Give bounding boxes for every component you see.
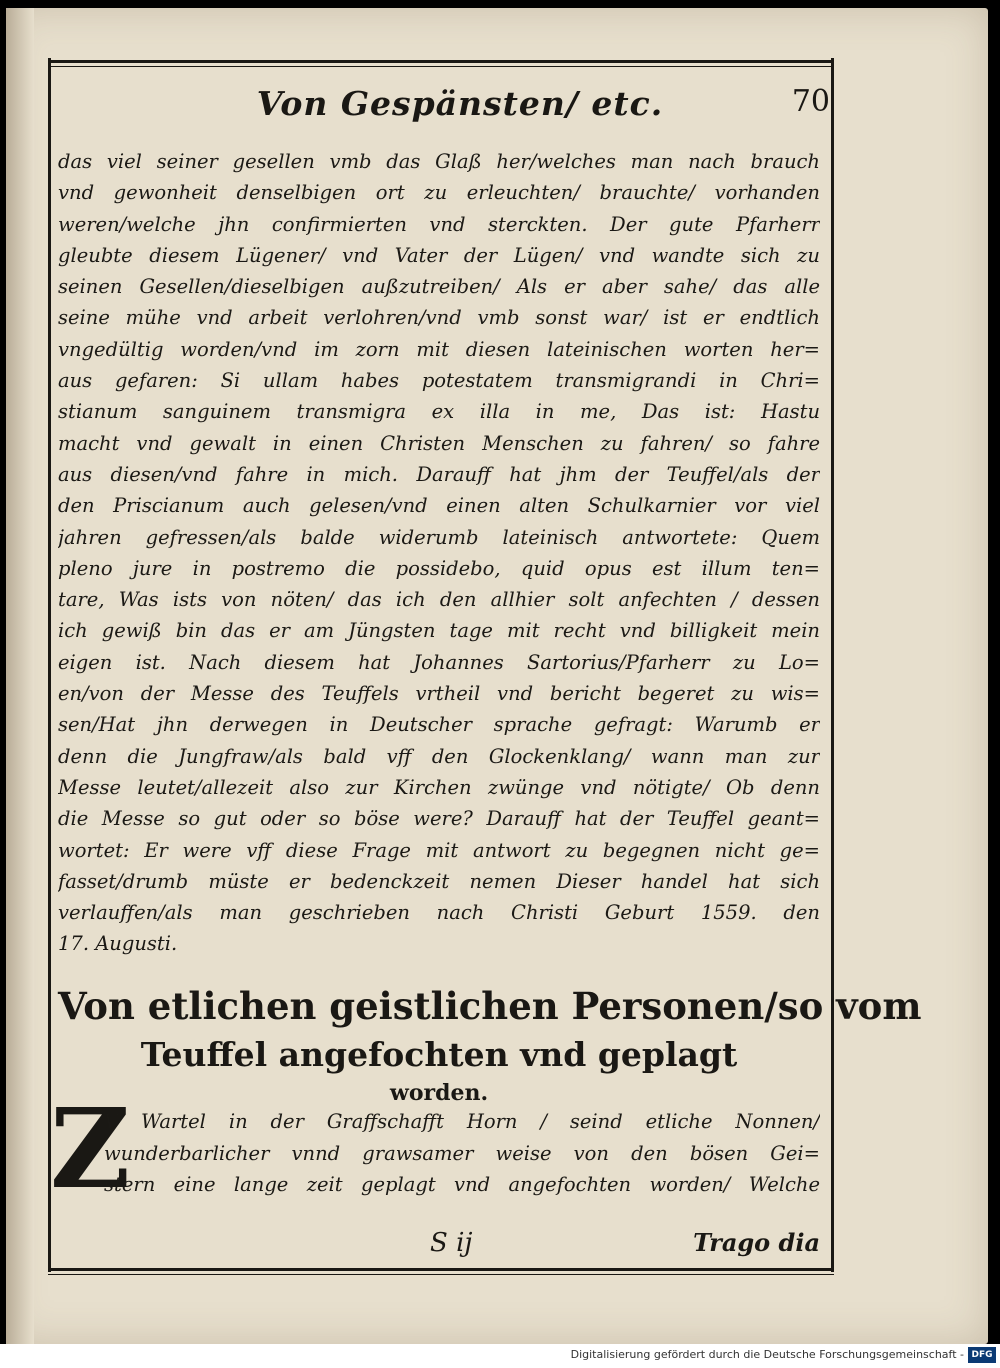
- body-line: tare, Was ists von nöten/ das ich den allhier solt anfechten / dessen: [58, 588, 820, 612]
- body-line: V Wartel in der Graffschafft Horn / seind etliche Nonnen/: [104, 1110, 820, 1133]
- body-line: weren/welche jhn confirmierten vnd sterckten. Der gute Pfarherr: [58, 212, 820, 236]
- body-line: en/von der Messe des Teuffels vrtheil vnd bericht begeret zu wis=: [58, 682, 820, 706]
- body-line: seine mühe vnd arbeit verlohren/vnd vmb sonst war/ ist er endtlich: [58, 306, 820, 330]
- top-rule: [48, 60, 834, 63]
- running-title: Von Gespänsten/ etc.: [256, 84, 664, 123]
- body-line: stern eine lange zeit geplagt vnd angefochten worden/ Welche: [104, 1173, 820, 1196]
- section-heading-line: worden.: [389, 1080, 489, 1106]
- footer-bar: [0, 1344, 1000, 1368]
- section-heading-line: Teuffel angefochten vnd geplagt: [140, 1035, 738, 1074]
- body-line: aus diesen/vnd fahre in mich. Darauff hat jhm der Teuffel/als der: [58, 462, 820, 486]
- body-line: seinen Gesellen/dieselbigen außzutreiben/ Als er aber sahe/ das alle: [58, 275, 820, 299]
- section-heading: [58, 980, 922, 1108]
- body-line: wunderbarlicher vnnd grawsamer weise von den bösen Gei=: [104, 1141, 820, 1165]
- body-line: vnd gewonheit denselbigen ort zu erleuchten/ brauchte/ vorhanden: [58, 181, 820, 205]
- body-line: denn die Jungfraw/als bald vff den Glockenklang/ wann man zur: [58, 744, 820, 768]
- page-gutter: [6, 8, 34, 1344]
- dfg-logo-icon: DFG: [968, 1347, 996, 1363]
- signature-mark: S ij: [430, 1228, 473, 1258]
- body-line: stianum sanguinem transmigra ex illa in me, Das ist: Hastu: [58, 400, 820, 424]
- body-line: das viel seiner gesellen vmb das Glaß her/welches man nach brauch: [58, 150, 820, 173]
- body-line: aus gefaren: Si ullam habes potestatem transmigrandi in Chri=: [58, 369, 820, 393]
- page-number: 70: [791, 84, 830, 119]
- body-line: vngedültig worden/vnd im zorn mit diesen lateinischen worten her=: [58, 337, 820, 361]
- top-rule-thin: [48, 66, 834, 67]
- bottom-rule-thin: [48, 1274, 834, 1275]
- body-line: gleubte diesem Lügener/ vnd Vater der Lügen/ vnd wandte sich zu: [58, 243, 820, 267]
- body-line: Messe leutet/allezeit also zur Kirchen zwünge vnd nötigte/ Ob denn: [58, 775, 820, 799]
- body-line: den Priscianum auch gelesen/vnd einen alten Schulkarnier vor viel: [58, 494, 820, 518]
- body-line: eigen ist. Nach diesem hat Johannes Sartorius/Pfarherr zu Lo=: [58, 650, 820, 674]
- body-line: ich gewiß bin das er am Jüngsten tage mit recht vnd billigkeit mein: [58, 619, 820, 643]
- drop-cap: Z: [50, 1084, 131, 1213]
- body-line: macht vnd gewalt in einen Christen Menschen zu fahren/ so fahre: [58, 431, 820, 455]
- section-body-text: [104, 1106, 820, 1201]
- body-line: 17. Augusti.: [58, 932, 178, 956]
- body-line: fasset/drumb müste er bedenckzeit nemen Dieser handel hat sich: [58, 869, 820, 893]
- catchword: Trago dia: [693, 1228, 820, 1257]
- bottom-rule: [48, 1268, 834, 1271]
- body-line: verlauffen/als man geschrieben nach Christi Geburt 1559. den: [58, 901, 820, 925]
- body-line: wortet: Er were vff diese Frage mit antwort zu begegnen nicht ge=: [58, 838, 820, 862]
- body-line: pleno jure in postremo die possidebo, quid opus est illum ten=: [58, 556, 820, 580]
- body-line: die Messe so gut oder so böse were? Darauff hat der Teuffel geant=: [58, 807, 820, 831]
- body-line: sen/Hat jhn derwegen in Deutscher sprache gefragt: Warumb er: [58, 713, 820, 737]
- body-text: [58, 146, 820, 960]
- body-line: jahren gefressen/als balde widerumb lateinisch antwortete: Quem: [58, 525, 820, 549]
- footer-credit: Digitalisierung gefördert durch die Deutsche Forschungsgemeinschaft -: [570, 1348, 964, 1361]
- section-heading-line: Von etlichen geistlichen Personen/so vom: [58, 984, 922, 1028]
